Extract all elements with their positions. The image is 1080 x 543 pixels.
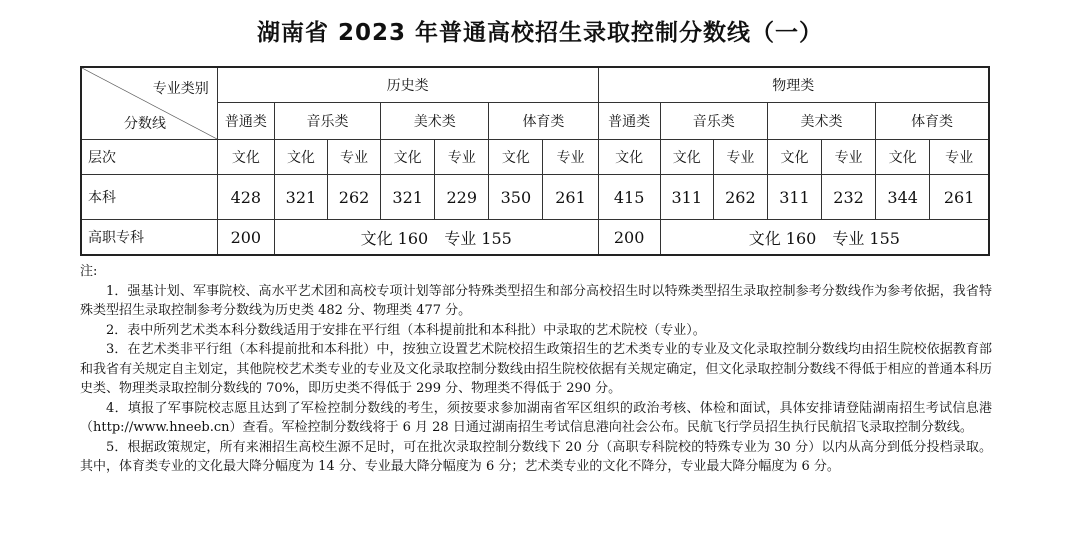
score-cell: 350 (489, 175, 543, 220)
score-cell: 311 (660, 175, 713, 220)
history-general-header: 普通类 (217, 103, 274, 140)
score-cell: 232 (822, 175, 876, 220)
page-title: 湖南省 2023 年普通高校招生录取控制分数线（一） (256, 20, 824, 46)
note-item: 4．填报了军事院校志愿且达到了军检控制分数线的考生，须按要求参加湖南省军区组织的政治考核、体检和面试，具体安排请登陆湖南招生考试信息港（http://www.hneeb.cn）查看。军检控制分数线将于 6 月 28 日通过湖南招生考试信息港向社会公布。民航飞行学员招生执行民航招飞录取控制分数线。 (80, 400, 992, 435)
score-cell: 321 (274, 175, 327, 220)
score-table (80, 66, 990, 256)
history-group-header: 历史类 (217, 67, 598, 103)
score-cell: 229 (435, 175, 489, 220)
col-major: 专业 (435, 140, 489, 175)
score-cell: 261 (930, 175, 989, 220)
physics-group-header: 物理类 (598, 67, 989, 103)
col-culture: 文化 (217, 140, 274, 175)
col-major: 专业 (328, 140, 381, 175)
col-major: 专业 (930, 140, 989, 175)
score-cell: 428 (217, 175, 274, 220)
score-cell-merged: 文化 160 专业 155 (274, 220, 598, 256)
table-corner-header (81, 67, 217, 140)
col-culture: 文化 (489, 140, 543, 175)
col-culture: 文化 (660, 140, 713, 175)
col-major: 专业 (713, 140, 767, 175)
notes-section (80, 262, 992, 477)
note-item: 2．表中所列艺术类本科分数线适用于安排在平行组（本科提前批和本科批）中录取的艺术院校（专业）。 (106, 322, 706, 338)
corner-category-label: 专业类别 (152, 81, 209, 97)
row-label-benke: 本科 (81, 175, 217, 220)
score-cell: 261 (543, 175, 598, 220)
history-music-header: 音乐类 (274, 103, 380, 140)
col-major: 专业 (543, 140, 598, 175)
score-cell: 344 (876, 175, 930, 220)
physics-general-header: 普通类 (598, 103, 660, 140)
level-header: 层次 (81, 140, 217, 175)
col-culture: 文化 (767, 140, 821, 175)
score-cell-merged: 文化 160 专业 155 (660, 220, 989, 256)
col-culture: 文化 (381, 140, 435, 175)
physics-sports-header: 体育类 (876, 103, 989, 140)
score-cell: 311 (767, 175, 821, 220)
history-sports-header: 体育类 (489, 103, 598, 140)
physics-music-header: 音乐类 (660, 103, 767, 140)
score-cell: 415 (598, 175, 660, 220)
score-cell: 321 (381, 175, 435, 220)
notes-heading: 注: (80, 264, 98, 279)
table-row-gaozhi (81, 220, 989, 256)
corner-score-label: 分数线 (124, 116, 166, 132)
score-cell: 262 (713, 175, 767, 220)
col-culture: 文化 (274, 140, 327, 175)
note-item: 1．强基计划、军事院校、高水平艺术团和高校专项计划等部分特殊类型招生和部分高校招生时以特殊类型招生录取控制参考分数线作为参考依据，我省特殊类型招生录取控制参考分数线为历史类 482 分、物理类 477 分。 (80, 283, 992, 318)
physics-art-header: 美术类 (767, 103, 875, 140)
score-cell: 262 (328, 175, 381, 220)
col-major: 专业 (822, 140, 876, 175)
score-cell: 200 (598, 220, 660, 256)
score-cell: 200 (217, 220, 274, 256)
history-art-header: 美术类 (381, 103, 489, 140)
col-culture: 文化 (876, 140, 930, 175)
table-row-benke (81, 175, 989, 220)
note-item: 3．在艺术类非平行组（本科提前批和本科批）中，按独立设置艺术院校招生政策招生的艺术类专业的专业及文化录取控制分数线均由招生院校依据教育部和我省有关规定自主划定，其他院校艺术类专业的专业及文化录取控制分数线由招生院校依据有关规定确定，但文化录取控制分数线不得低于相应的普通本科历史类、物理类录取控制分数线的 70%，即历史类不得低于 299 分、物理类不得低于 290 分。 (80, 342, 992, 396)
row-label-gaozhi: 高职专科 (81, 220, 217, 256)
col-culture: 文化 (598, 140, 660, 175)
note-item: 5．根据政策规定，所有来湘招生高校生源不足时，可在批次录取控制分数线下 20 分（高职专科院校的特殊专业为 30 分）以内从高分到低分投档录取。其中，体育类专业的文化最大降分幅度为 14 分、专业最大降分幅度为 6 分；艺术类专业的文化不降分，专业最大降分幅度为 6 分。 (80, 439, 992, 474)
